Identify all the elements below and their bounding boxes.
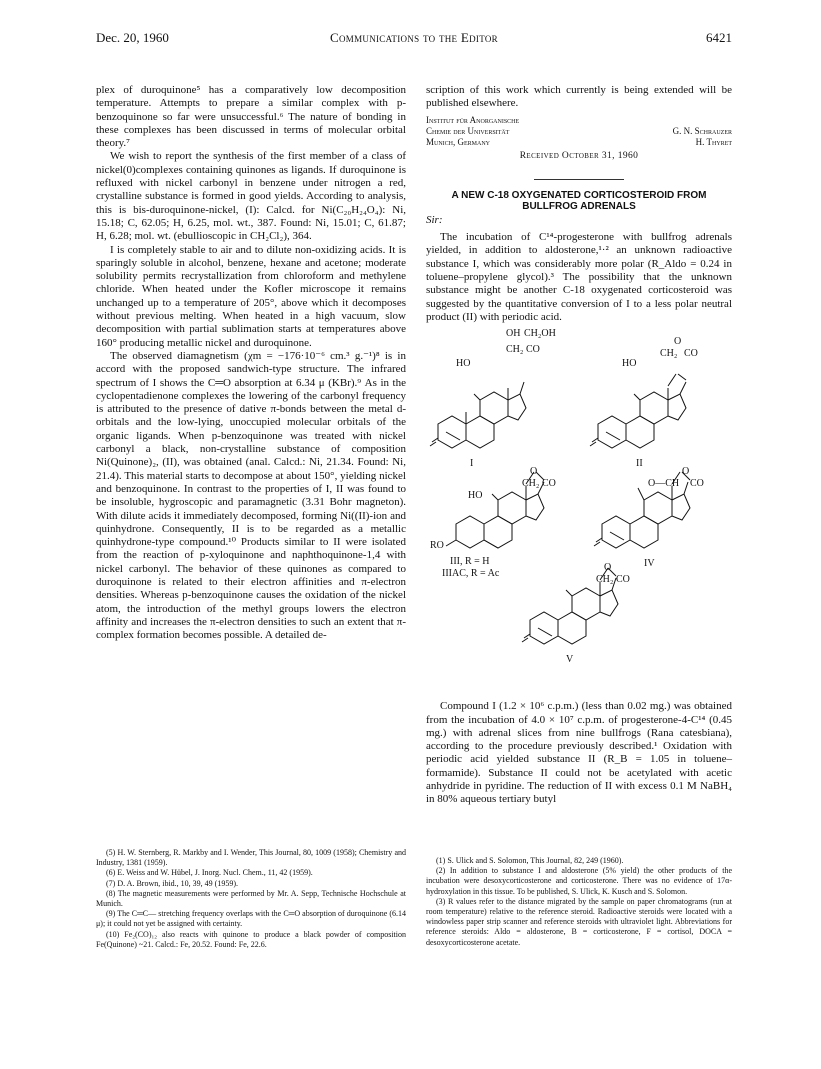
footnotes-right [426,856,732,948]
paragraph: plex of duroquinone⁵ has a comparatively low decomposition temperature. Attempts to prepare a similar complex with p-benzoquinone so far were unsuccessful.⁶ The nature of bonding in these complexes has been discussed in terms of molecular orbital theory.⁷ [96,84,406,150]
author-affiliation [426,115,732,149]
paragraph: scription of this work which currently is being extended will be published elsewhere. [426,84,732,110]
right-column [426,84,732,807]
structure-label-III: III, R = H [450,556,490,568]
footnote: (8) The magnetic measurements were performed by Mr. A. Sepp, Technische Hochschule at Munich. [96,888,406,909]
issue-date: Dec. 20, 1960 [96,30,169,45]
page-number: 6421 [706,30,732,45]
group-label: CH₂ [596,574,614,586]
paragraph: Compound I (1.2 × 10⁶ c.p.m.) (less than 0.02 mg.) was obtained from the incubation of 4.0 × 10⁷ c.p.m. of progesterone-4-C¹⁴ (0.45 mg.) with adrenal slices from nine bullfrogs (Rana catesbiana), according to the procedure previously described.¹ Oxidation with periodic acid yielded substance II (R_B = 1.05 in toluene–formamide). Substance II could not be acetylated with acetic anhydride in pyridine. The reduction of II with excess 0.1 M NaBH₄ in 80% aqueous tertiary butyl [426,700,732,806]
group-label: HO [456,358,471,370]
footnote: (6) E. Weiss and W. Hübel, J. Inorg. Nucl. Chem., 11, 42 (1959). [106,868,313,878]
footnotes-left [96,848,406,950]
steroid-skeleton-I [430,382,526,448]
group-label: CH₂OH [524,328,556,340]
group-label: CH₂ [660,348,678,360]
group-label: O—CH [648,478,680,490]
group-label: CO [690,478,704,490]
group-label: CO [616,574,630,586]
left-column [96,84,406,642]
footnote: (10) Fe₂(CO)₁₂ also reacts with quinone to produce a black powder of composition Fe(Quinone) ~21. Calcd.: Fe, 20.52. Found: Fe, 22.6. [96,929,406,949]
page-header [96,30,732,48]
received-date: Received October 31, 1960 [519,150,639,161]
group-label: O [604,562,612,574]
group-label: CH₂ [522,478,540,490]
structure-label-I: I [470,458,474,470]
divider [534,179,624,180]
paragraph: The incubation of C¹⁴-progesterone with bullfrog adrenals yielded, in addition to aldosterone,¹·² an unknown radioactive substance I, which was considerably more polar (R_Aldo = 0.24 in toluene–propylene glycol).³ The possibility that the unknown substance might be another C-18 oxygenated corticosteroid was suggested by the quantitative conversion of I to a less polar neutral product (II) with periodic acid. [426,231,732,323]
footnote: (3) R values refer to the distance migrated by the sample on paper chromatograms (run at room temperature) relative to the reference steroid. Radioactive steroids were located with a windowless paper strip scanner and reference steroids with ultraviolet light. Abbreviations for reference steroids: Aldo = aldosterone, B = corticosterone, F = cortisol, DOCA = desoxycorticosterone acetate. [426,896,732,947]
authors: G. N. Schrauzer H. Thyret [672,125,732,147]
article-title: A NEW C-18 OXYGENATED CORTICOSTEROID FROM BULLFROG ADRENALS [451,189,707,212]
group-label: RO [430,540,444,552]
footnote: (1) S. Ulick and S. Solomon, This Journal, 82, 249 (1960). [436,856,624,865]
journal-section: Communications to the Editor [330,30,498,45]
paragraph: I is completely stable to air and to dilute non-oxidizing acids. It is sparingly soluble in alcohol, benzene, hexane and acetone; moderate solubility permits recrystallization from chloroform and methylene chloride. When heated under the Kofler microscope it remains unchanged up to a temperature of 205°, above which it decomposes without previous melting. When heated in a high vacuum, slow decomposition with partial sublimation starts at temperatures above 160° producing metallic nickel and duroquinone. [96,243,406,349]
group-label: CO [526,344,540,356]
structure-label-IIIAC: IIIAC, R = Ac [442,568,500,580]
institution: Institut für Anorganische Chemie der Universität Munich, Germany [426,114,520,147]
structures-figure [426,328,732,700]
footnote: (7) D. A. Brown, ibid., 10, 39, 49 (1959). [106,878,238,888]
group-label: HO [622,358,637,370]
group-label: O [674,336,682,348]
group-label: CO [542,478,556,490]
group-label: O [682,466,690,478]
structure-label-II: II [636,458,643,470]
salutation: Sir: [426,213,443,226]
footnote: (2) In addition to substance I and aldosterone (5% yield) the other products of the incubation were desoxycorticosterone and corticosterone. There was no evidence of 17α-hydroxylation in this tissue. To be published, S. Ulick, K. Kusch and S. Solomon. [426,866,732,896]
group-label: O [530,466,538,478]
group-label: CH₂ [506,344,524,356]
paragraph: The observed diamagnetism (χm = −176·10⁻⁶ cm.³ g.⁻¹)⁸ is in accord with the proposed sandwich-type structure. The infrared spectrum of I shows the C═O absorption at 6.34 μ (KBr).⁹ As in the cyclopentadienone complexes the lowering of the carbonyl frequency is attributed to the presence of dative π-bonds between the metal d-orbitals and the low-lying, unoccupied molecular orbitals of the organic ligands. When p-benzoquinone was treated with nickel carbonyl a black, non-crystalline substance of composition Ni(Quinone)₂, (II), was obtained (anal. Calcd.: Ni, 21.34. Found: Ni, 21.4). This material starts to decompose at about 150°, yielding nickel and benzoquinone. In contrast to the properties of I, II was found to be insoluble, hygroscopic and paramagnetic (3.31 Bohr magneton). With dilute acids it immediately decomposed, forming Ni((II)-ion and quinhydrone. Consequently, II is to be regarded as a metallic quinhydrone-type compound.¹⁰ Products similar to II were isolated from the reaction of p-xyloquinone and naphthoquinone-1,4 with nickel carbonyl. The behavior of these quinones as compared to duroquinone is related to their electron affinities and π-electron densities. Whereas p-benzoquinone causes the oxidation of the nickel atom, the introduction of the methyl groups lowers the electron affinity and increases the π-electron densities to such an extent that π-complex formation becomes possible. A detailed de- [96,349,406,642]
footnote: (5) H. W. Sternberg, R. Markby and I. Wender, This Journal, 80, 1009 (1958); Chemistry and Industry, 1381 (1959). [96,848,406,868]
footnote: (9) The C═C— stretching frequency overlaps with the C═O absorption of duroquinone (6.14 μ); it could not yet be assigned with certainty. [96,909,406,929]
steroid-skeleton-II [590,374,686,448]
structure-label-V: V [566,654,574,666]
group-label: CO [684,348,698,360]
group-label: OH [506,328,521,340]
paragraph: We wish to report the synthesis of the first member of a class of nickel(0)complexes containing quinones as ligands. If duroquinone is refluxed with nickel carbonyl in benzene under nitrogen a red, crystalline substance is formed in good yields. According to analysis, this is bis-duroquinone-nickel, (I): Calcd. for Ni(C₂₀H₂₄O₄): Ni, 15.18; C, 62.05; H, 6.25, mol. wt., 387. Found: Ni, 15.01; C, 61.87; H, 6.28; mol. wt. (ebullioscopic in CH₂Cl₂), 364. [96,150,406,243]
structures-drawing [426,328,732,700]
structure-label-IV: IV [644,558,655,570]
group-label: HO [468,490,483,502]
